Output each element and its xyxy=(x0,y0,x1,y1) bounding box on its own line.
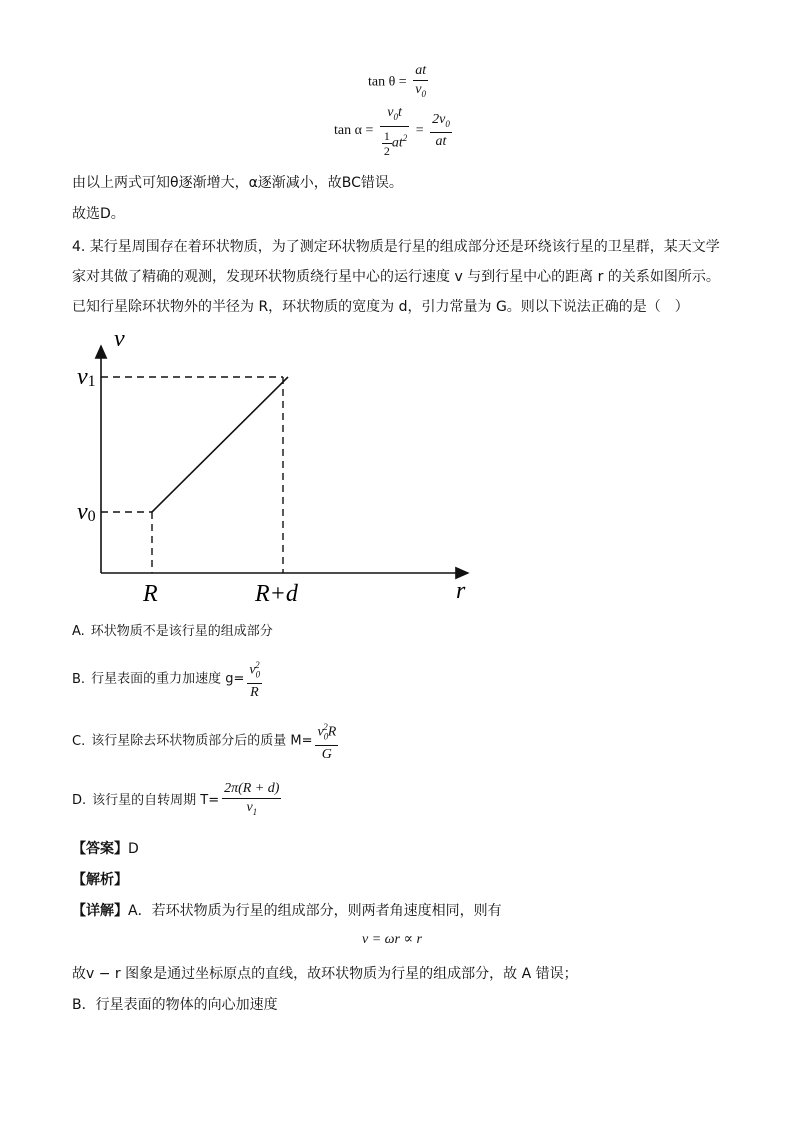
option-text: 环状物质不是该行星的组成部分 xyxy=(90,624,273,639)
question-line-3: 已知行星除环状物外的半径为 R，环状物质的宽度为 d，引力常量为 G。则以下说法正确的是（ ） xyxy=(72,299,689,315)
question-line-2: 家对其做了精确的观测，发现环状物质绕行星中心的运行速度 v 与到行星中心的距离 r 的关系如图所示。 xyxy=(72,269,720,285)
fraction-numerator: at xyxy=(413,62,428,81)
equation-tan-theta xyxy=(368,62,431,103)
detail-line xyxy=(72,900,502,920)
fraction xyxy=(413,62,428,103)
item-b-text: B．行星表面的物体的向心加速度 xyxy=(72,997,278,1013)
option-d[interactable] xyxy=(72,780,284,821)
option-label: B. xyxy=(72,671,86,687)
previous-answer: 故选D。 xyxy=(72,206,125,222)
y-axis-label: v xyxy=(114,326,125,352)
v0-tick-label: v0 xyxy=(77,499,96,525)
detail-text: A．若环状物质为行星的组成部分，则两者角速度相同，则有 xyxy=(128,903,502,919)
equation-tan-alpha xyxy=(334,104,455,158)
option-label: D. xyxy=(72,792,87,808)
answer-tag: 【答案】 xyxy=(72,841,128,857)
fraction-numerator: $2v_0$ xyxy=(430,111,452,134)
data-line xyxy=(152,377,288,512)
option-a[interactable] xyxy=(72,620,273,639)
equation-lhs: tan θ = xyxy=(368,74,407,90)
option-b[interactable] xyxy=(72,656,265,702)
fraction-denominator: $\frac{1}{2}$ $at^2$ xyxy=(383,128,408,158)
fraction xyxy=(430,111,452,152)
answer-value: D xyxy=(128,841,139,857)
option-text: 该行星的自转周期 T= xyxy=(92,792,220,808)
option-c[interactable] xyxy=(72,718,341,764)
fraction-numerator: $v_0t$ xyxy=(380,104,409,127)
analysis-tag: 【解析】 xyxy=(72,872,128,888)
detail-tag: 【详解】 xyxy=(72,903,128,919)
conclusion-a: 故v − r 图象是通过坐标原点的直线，故环状物质为行星的组成部分，故 A 错误； xyxy=(72,966,578,982)
x-axis-label: r xyxy=(456,578,466,604)
answer-line xyxy=(72,838,139,858)
option-text: 行星表面的重力加速度 g= xyxy=(91,671,245,687)
fraction-denominator: at xyxy=(435,134,447,150)
previous-conclusion: 由以上两式可知θ逐渐增大，α逐渐减小，故BC错误。 xyxy=(72,175,403,191)
equation-v-omega-r: v = ωr ∝ r xyxy=(362,932,422,947)
fraction-denominator: $v_0$ xyxy=(415,82,427,99)
question-line-1: 4. 某行星周围存在着环状物质，为了测定环状物质是行星的组成部分还是环绕该行星的卫星群，某天文学 xyxy=(72,239,720,255)
velocity-radius-graph xyxy=(72,318,492,608)
option-label: A. xyxy=(72,624,85,639)
option-label: C. xyxy=(72,733,86,749)
rd-tick-label: R+d xyxy=(255,581,298,607)
v1-tick-label: v1 xyxy=(77,364,96,390)
r-tick-label: R xyxy=(143,581,158,607)
fraction: $\frac{v_0^2R}{G}$ xyxy=(315,718,338,764)
equals-sign: = xyxy=(415,123,424,139)
equation-lhs: tan α = xyxy=(334,123,374,139)
fraction xyxy=(380,104,409,158)
option-text: 该行星除去环状物质部分后的质量 M= xyxy=(91,733,313,749)
fraction: $\frac{v_0^2}{R}$ xyxy=(247,656,261,702)
fraction: $\frac{2\pi(R + d)}{v_1}$ xyxy=(224,781,280,817)
